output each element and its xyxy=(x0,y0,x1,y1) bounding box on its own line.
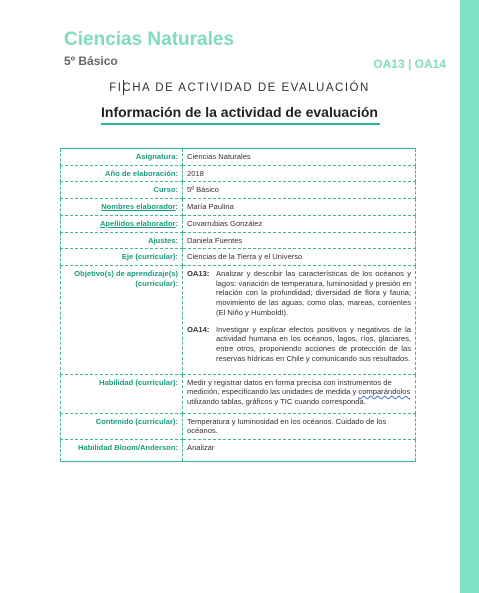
nombres-colon: : xyxy=(175,202,178,212)
objective-item xyxy=(187,325,411,364)
curso-label: Curso: xyxy=(61,182,183,199)
objective-text: Analizar y describir las características de los océanos y lagos: variación de temperatura, luminosidad y presión en relación con la profundidad; diversidad de flora y fauna; movimiento de las aguas, como olas, mareas, corrientes (El Niño y Humboldt). xyxy=(216,269,411,317)
apellidos-label: Apellidos elaborador xyxy=(99,218,176,228)
habilidad-label: Habilidad (curricular): xyxy=(61,374,183,413)
bloom-label: Habilidad Bloom/Anderson: xyxy=(61,440,183,462)
objective-item xyxy=(187,269,411,318)
subject-title: Ciencias Naturales xyxy=(64,29,235,50)
row-asignatura xyxy=(61,149,416,166)
objetivo-label: Objetivo(s) de aprendizaje(s) (curricular): xyxy=(61,266,183,374)
eje-value[interactable]: Ciencias de la Tierra y el Universo xyxy=(183,249,416,266)
asignatura-value[interactable]: Ciencias Naturales xyxy=(183,149,416,166)
habilidad-text-2: utilizando tablas, gráficos y TIC cuando corresponda. xyxy=(187,396,366,406)
nombres-label-cell xyxy=(61,199,183,216)
row-apellidos xyxy=(61,215,416,232)
spellcheck-word: comparándolos xyxy=(358,387,411,397)
curso-value[interactable]: 5º Básico xyxy=(183,182,416,199)
anio-label: Año de elaboración: xyxy=(61,165,183,182)
objective-code: OA14: xyxy=(187,324,210,334)
row-curso xyxy=(61,182,416,199)
apellidos-value[interactable]: Covarrubias González xyxy=(183,215,416,232)
row-habilidad xyxy=(61,374,416,413)
apellidos-colon: : xyxy=(175,218,178,228)
objetivo-value[interactable] xyxy=(183,266,416,374)
asignatura-label: Asignatura: xyxy=(61,149,183,166)
ajustes-value[interactable]: Daniela Fuentes xyxy=(183,232,416,249)
anio-value[interactable]: 2018 xyxy=(183,165,416,182)
sheet-label: FICHA DE ACTIVIDAD DE EVALUACIÓN xyxy=(109,82,370,94)
contenido-value[interactable]: Temperatura y luminosidad en los océanos. Cuidado de los océanos. xyxy=(183,413,416,439)
ajustes-label: Ajustes: xyxy=(61,232,183,249)
objective-code: OA13: xyxy=(187,269,210,279)
bloom-value[interactable]: Analizar xyxy=(183,440,416,462)
info-table xyxy=(60,148,416,462)
contenido-label: Contenido (curricular): xyxy=(61,413,183,439)
main-title: Información de la actividad de evaluación xyxy=(101,104,378,120)
nombres-value[interactable]: María Paulina xyxy=(183,199,416,216)
row-contenido xyxy=(61,413,416,439)
row-objetivo xyxy=(61,266,416,374)
row-eje xyxy=(61,249,416,266)
oa-codes: OA13 | OA14 xyxy=(373,57,446,71)
habilidad-text-1: Medir y registrar datos en forma precisa con instrumentos de medición, especificando las unidades de medida y xyxy=(187,377,392,397)
apellidos-label-cell xyxy=(61,215,183,232)
objective-text: Investigar y explicar efectos positivos y negativos de la actividad humana en los océanos, lagos, ríos, glaciares, entre otros, proponiendo acciones de protección de las reservas hídricas en Chile y comunicando sus resultados. xyxy=(216,324,411,363)
habilidad-value[interactable] xyxy=(183,374,416,413)
row-anio xyxy=(61,165,416,182)
nombres-label: Nombres elaborador xyxy=(101,202,176,212)
title-underline xyxy=(101,123,380,125)
eje-label: Eje (curricular): xyxy=(61,249,183,266)
row-bloom xyxy=(61,440,416,462)
row-ajustes xyxy=(61,232,416,249)
row-nombres xyxy=(61,199,416,216)
grade-label: 5º Básico xyxy=(64,54,118,68)
